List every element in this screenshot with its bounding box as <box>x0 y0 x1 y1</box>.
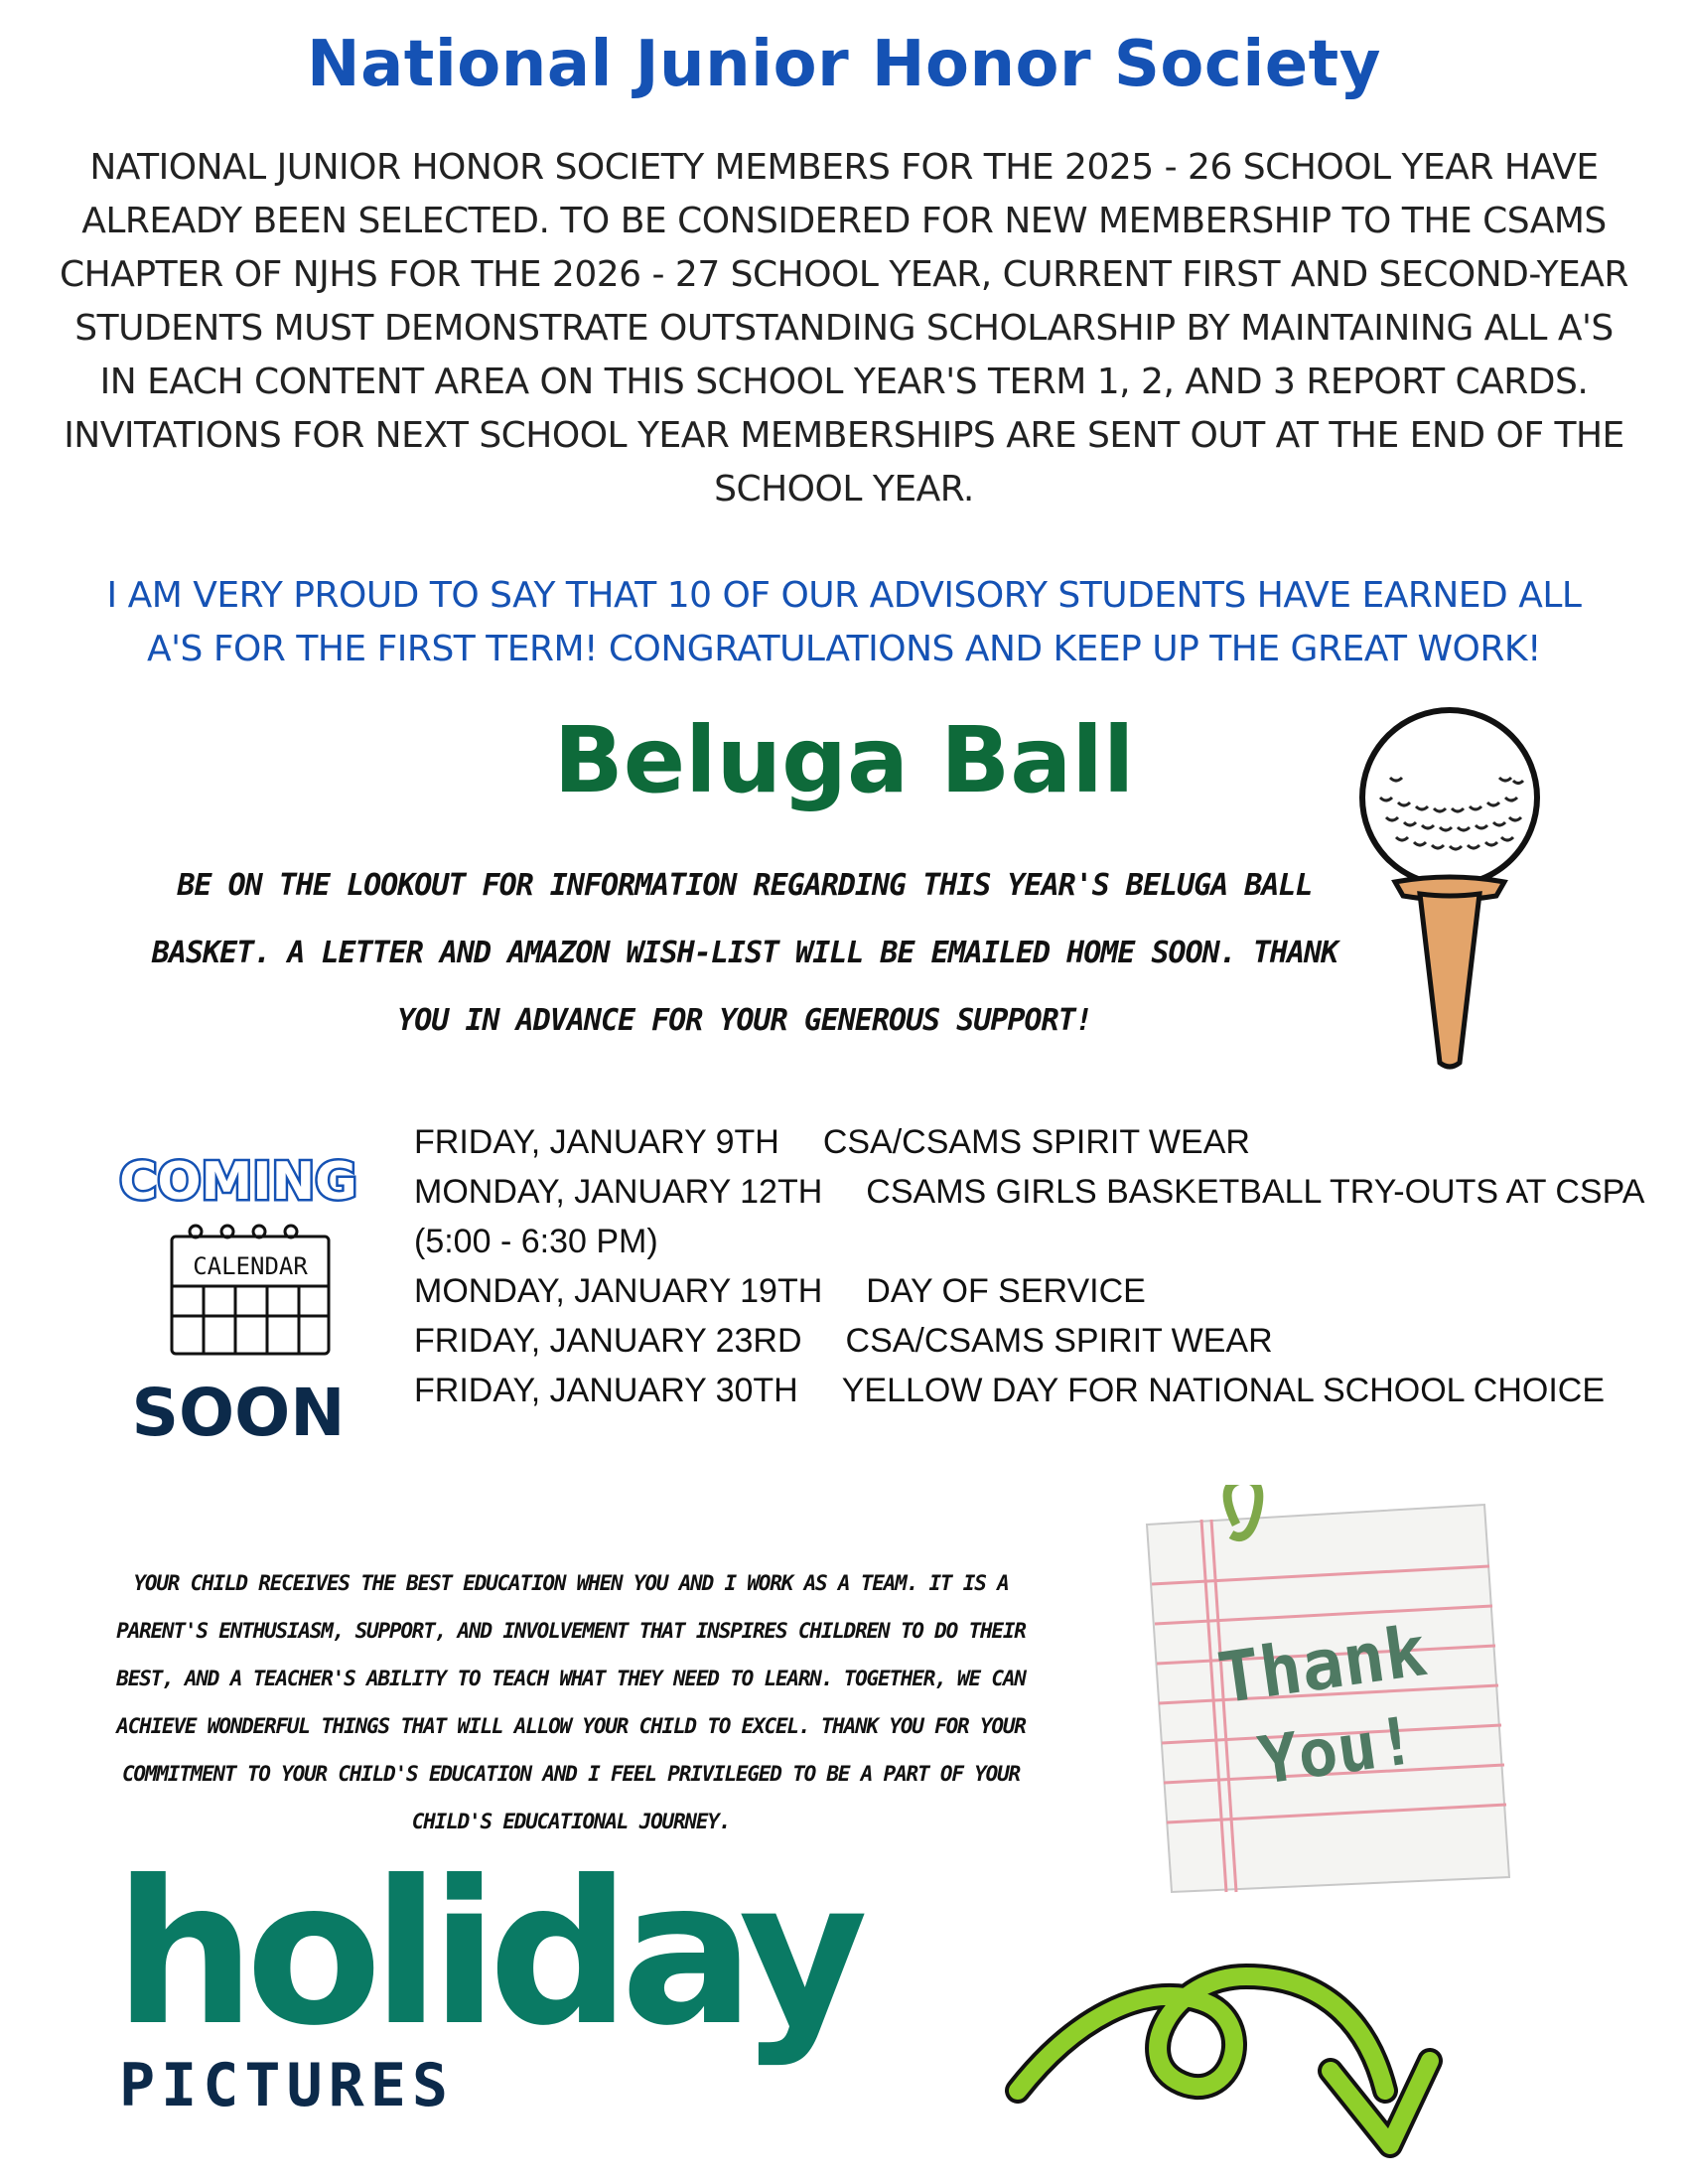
thank-label: Thank <box>1212 1609 1432 1720</box>
you-label: You! <box>1253 1701 1421 1800</box>
event-date: FRIDAY, JANUARY 23RD <box>414 1322 802 1360</box>
event-date: FRIDAY, JANUARY 30TH <box>414 1372 798 1409</box>
event-description: YELLOW DAY FOR NATIONAL SCHOOL CHOICE <box>841 1372 1606 1409</box>
event-description: CSAMS GIRLS BASKETBALL TRY-OUTS AT CSPA (5:00 - 6:30 PM) <box>414 1173 1643 1260</box>
event-row <box>414 1316 1645 1366</box>
thank-you-note-graphic <box>1127 1485 1514 1902</box>
event-description: CSA/CSAMS SPIRIT WEAR <box>845 1322 1273 1360</box>
coming-soon-calendar-graphic <box>94 1137 382 1445</box>
beluga-ball-paragraph: BE ON THE LOOKOUT FOR INFORMATION REGARDING THIS YEAR'S BELUGA BALL BASKET. A LETTER AND AMAZON WISH-LIST WILL BE EMAILED HOME SOON. THANK YOU IN ADVANCE FOR YOUR GENEROUS SUPPORT! <box>151 868 1338 1038</box>
event-row <box>414 1117 1645 1167</box>
event-row <box>414 1266 1645 1316</box>
event-description: DAY OF SERVICE <box>866 1272 1146 1310</box>
holiday-heading: holiday <box>114 1838 859 2070</box>
congratulations-paragraph: I AM VERY PROUD TO SAY THAT 10 OF OUR ADVISORY STUDENTS HAVE EARNED ALL A'S FOR THE FIRST TERM! CONGRATULATIONS AND KEEP UP THE GREAT WORK! <box>106 575 1582 669</box>
njhs-title: National Junior Honor Society <box>307 28 1381 101</box>
event-row <box>414 1366 1645 1415</box>
event-row <box>414 1167 1645 1266</box>
pictures-subheading: PICTURES <box>119 2051 454 2120</box>
soon-label: SOON <box>131 1375 346 1445</box>
event-date: MONDAY, JANUARY 19TH <box>414 1272 823 1310</box>
golf-ball-on-tee-icon <box>1350 703 1559 1081</box>
event-date: MONDAY, JANUARY 12TH <box>414 1173 823 1211</box>
curly-arrow-icon <box>1003 1942 1450 2165</box>
coming-label: COMING <box>119 1152 357 1212</box>
njhs-paragraph: NATIONAL JUNIOR HONOR SOCIETY MEMBERS FOR THE 2025 - 26 SCHOOL YEAR HAVE ALREADY BEEN SELECTED. TO BE CONSIDERED FOR NEW MEMBERSHIP TO THE CSAMS CHAPTER OF NJHS FOR THE 2026 - 27 SCHOOL YEAR, CURRENT FIRST AND SECOND-YEAR STUDENTS MUST DEMONSTRATE OUTSTANDING SCHOLARSHIP BY MAINTAINING ALL A'S IN EACH CONTENT AREA ON THIS SCHOOL YEAR'S TERM 1, 2, AND 3 REPORT CARDS. INVITATIONS FOR NEXT SCHOOL YEAR MEMBERSHIPS ARE SENT OUT AT THE END OF THE SCHOOL YEAR. <box>60 147 1628 510</box>
event-date: FRIDAY, JANUARY 9TH <box>414 1123 779 1161</box>
calendar-label: CALENDAR <box>193 1252 308 1280</box>
beluga-ball-title: Beluga Ball <box>553 707 1135 813</box>
events-list <box>414 1117 1645 1415</box>
event-description: CSA/CSAMS SPIRIT WEAR <box>822 1123 1250 1161</box>
teamwork-message: YOUR CHILD RECEIVES THE BEST EDUCATION WHEN YOU AND I WORK AS A TEAM. IT IS A PARENT'S ENTHUSIASM, SUPPORT, AND INVOLVEMENT THAT INSPIRES CHILDREN TO DO THEIR BEST, AND A TEACHER'S ABILITY TO TEACH WHAT THEY NEED TO LEARN. TOGETHER, WE CAN ACHIEVE WONDERFUL THINGS THAT WILL ALLOW YOUR CHILD TO EXCEL. THANK YOU FOR YOUR COMMITMENT TO YOUR CHILD'S EDUCATION AND I FEEL PRIVILEGED TO BE A PART OF YOUR CHILD'S EDUCATIONAL JOURNEY. <box>116 1571 1026 1833</box>
